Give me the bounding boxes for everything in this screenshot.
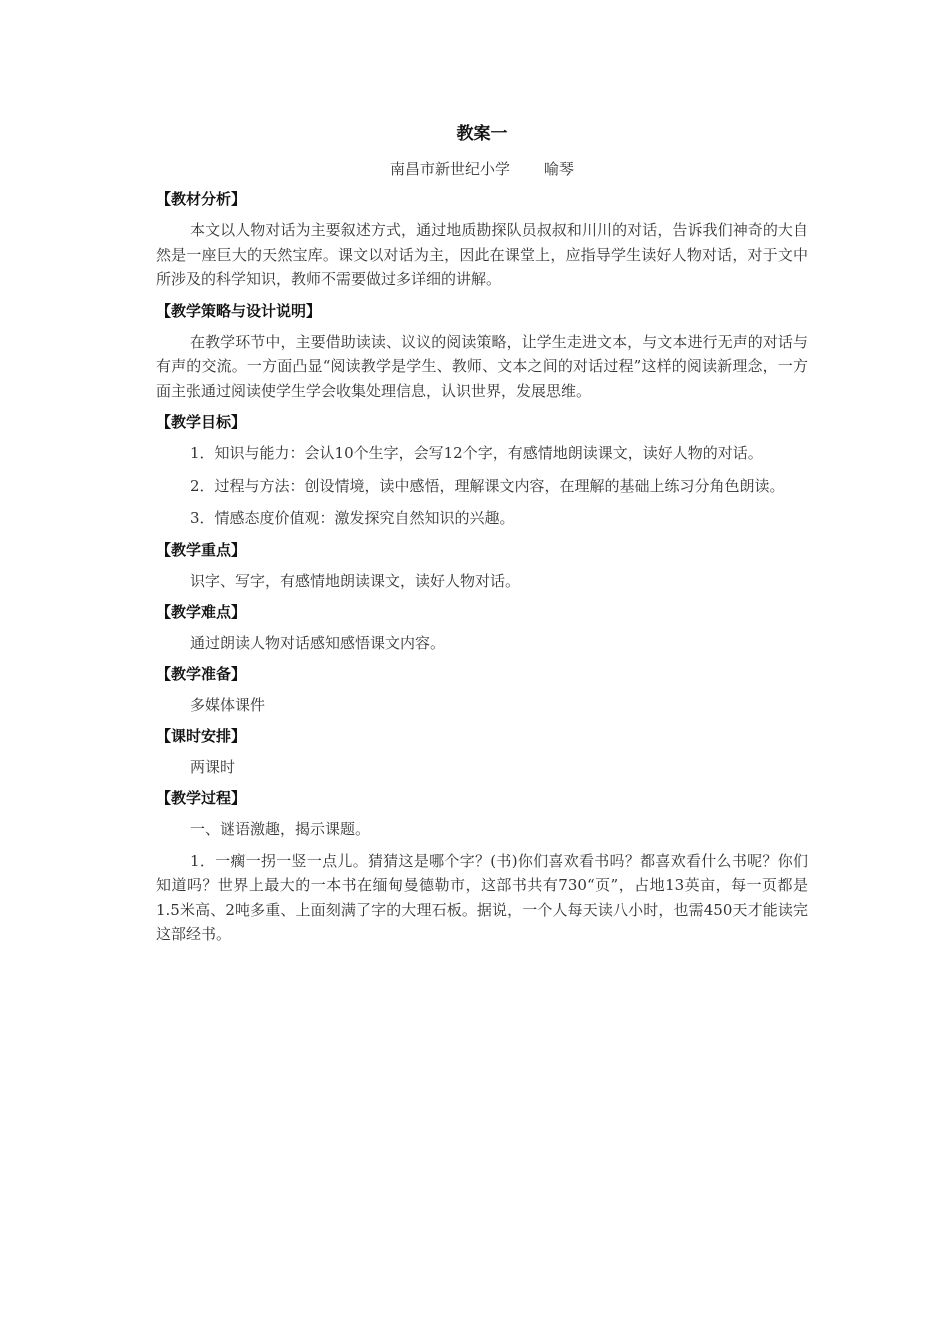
goal-item: 3．情感态度价值观：激发探究自然知识的兴趣。	[190, 509, 515, 527]
section-heading-goals: 【教学目标】	[156, 413, 247, 431]
material-analysis-text: 本文以人物对话为主要叙述方式，通过地质勘探队员叔叔和川川的对话，告诉我们神奇的大自然是一座巨大的天然宝库。课文以对话为主，因此在课堂上，应指导学生读好人物对话，对于文中所涉及的科学知识，教师不需要做过多详细的讲解。	[156, 221, 808, 288]
process-step-text: 1．一瘸一拐一竖一点儿。猜猜这是哪个字？(书)你们喜欢看书吗？都喜欢看什么书呢？你们知道吗？世界上最大的一本书在缅甸曼德勒市，这部书共有730“页”，占地13英亩，每一页都是1.5米高、2吨多重、上面刻满了字的大理石板。据说，一个人每天读八小时，也需450天才能读完这部经书。	[156, 851, 808, 943]
school-name: 南昌市新世纪小学	[389, 160, 510, 178]
author-name: 喻琴	[544, 160, 575, 178]
section-heading-schedule: 【课时安排】	[156, 726, 247, 745]
section-heading-preparation: 【教学准备】	[156, 664, 247, 683]
document-title: 教案一	[456, 124, 508, 144]
goal-item: 1．知识与能力：会认10个生字，会写12个字，有感情地朗读课文，读好人物的对话。	[190, 444, 763, 462]
schedule-text: 两课时	[190, 757, 236, 776]
process-step-title: 一、谜语激趣，揭示课题。	[190, 819, 371, 838]
section-heading-key-points: 【教学重点】	[156, 540, 247, 559]
section-heading-material: 【教材分析】	[156, 190, 247, 208]
difficulties-text: 通过朗读人物对话感知感悟课文内容。	[190, 633, 446, 652]
goal-item: 2．过程与方法：创设情境，读中感悟，理解课文内容，在理解的基础上练习分角色朗读。	[190, 476, 785, 495]
preparation-text: 多媒体课件	[190, 695, 266, 714]
section-heading-difficulties: 【教学难点】	[156, 602, 247, 621]
strategy-text: 在教学环节中，主要借助读读、议议的阅读策略，让学生走进文本，与文本进行无声的对话与有声的交流。一方面凸显“阅读教学是学生、教师、文本之间的对话过程”这样的阅读新理念，一方面主张通过阅读使学生学会收集处理信息，认识世界，发展思维。	[156, 332, 808, 400]
byline	[156, 158, 808, 180]
document-page	[156, 118, 808, 955]
section-heading-strategy: 【教学策略与设计说明】	[156, 301, 322, 320]
key-points-text: 识字、写字，有感情地朗读课文，读好人物对话。	[190, 571, 521, 590]
section-heading-process: 【教学过程】	[156, 788, 247, 807]
